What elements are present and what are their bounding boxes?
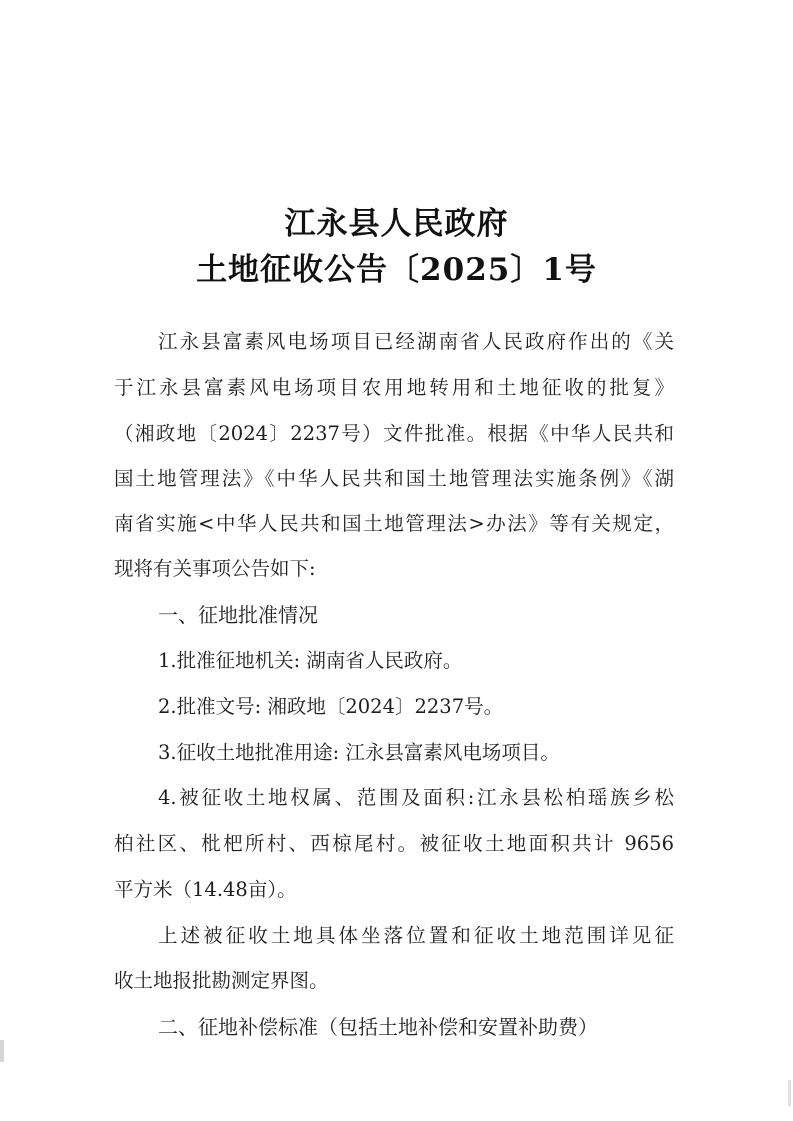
document-title-line2: 土地征收公告〔2025〕1号 — [196, 252, 597, 288]
item3-text: 3.征收土地批准用途: 江永县富素风电场项目。 — [158, 741, 560, 764]
paragraph1-line1: 江永县富素风电场项目已经湖南省人民政府作出的《关 — [158, 330, 674, 353]
paragraph1-line5: 南省实施<中华人民共和国土地管理法>办法》等有关规定， — [114, 512, 674, 535]
paragraph1-line2: 于江永县富素风电场项目农用地转用和土地征收的批复》 — [114, 376, 674, 399]
paragraph1-line4: 国土地管理法》《中华人民共和国土地管理法实施条例》《湖 — [114, 467, 674, 490]
section1-heading: 一、征地批准情况 — [158, 603, 318, 627]
document-title-line1: 江永县人民政府 — [284, 206, 509, 242]
paragraph1-line3: （湘政地〔2024〕2237号）文件批准。根据《中华人民共和 — [114, 422, 674, 445]
item4-line2: 柏社区、枇杷所村、西椋尾村。被征收土地面积共计 9656 — [114, 832, 674, 855]
section2-heading: 二、征地补偿标准（包括土地补偿和安置补助费） — [158, 1015, 598, 1039]
paragraph2-line1: 上述被征收土地具体坐落位置和征收土地范围详见征 — [158, 924, 674, 947]
item2-text: 2.批准文号: 湘政地〔2024〕2237号。 — [158, 695, 504, 718]
item4-line3: 平方米（14.48亩）。 — [114, 878, 297, 901]
scan-edge-mark — [0, 1040, 4, 1062]
paragraph2-line2: 收土地报批勘测定界图。 — [114, 969, 329, 992]
scan-edge-mark — [788, 1080, 791, 1106]
item1-text: 1.批准征地机关: 湖南省人民政府。 — [158, 649, 463, 672]
item4-line1: 4.被征收土地权属、范围及面积:江永县松柏瑶族乡松 — [158, 786, 674, 809]
paragraph1-line6: 现将有关事项公告如下: — [114, 557, 316, 580]
